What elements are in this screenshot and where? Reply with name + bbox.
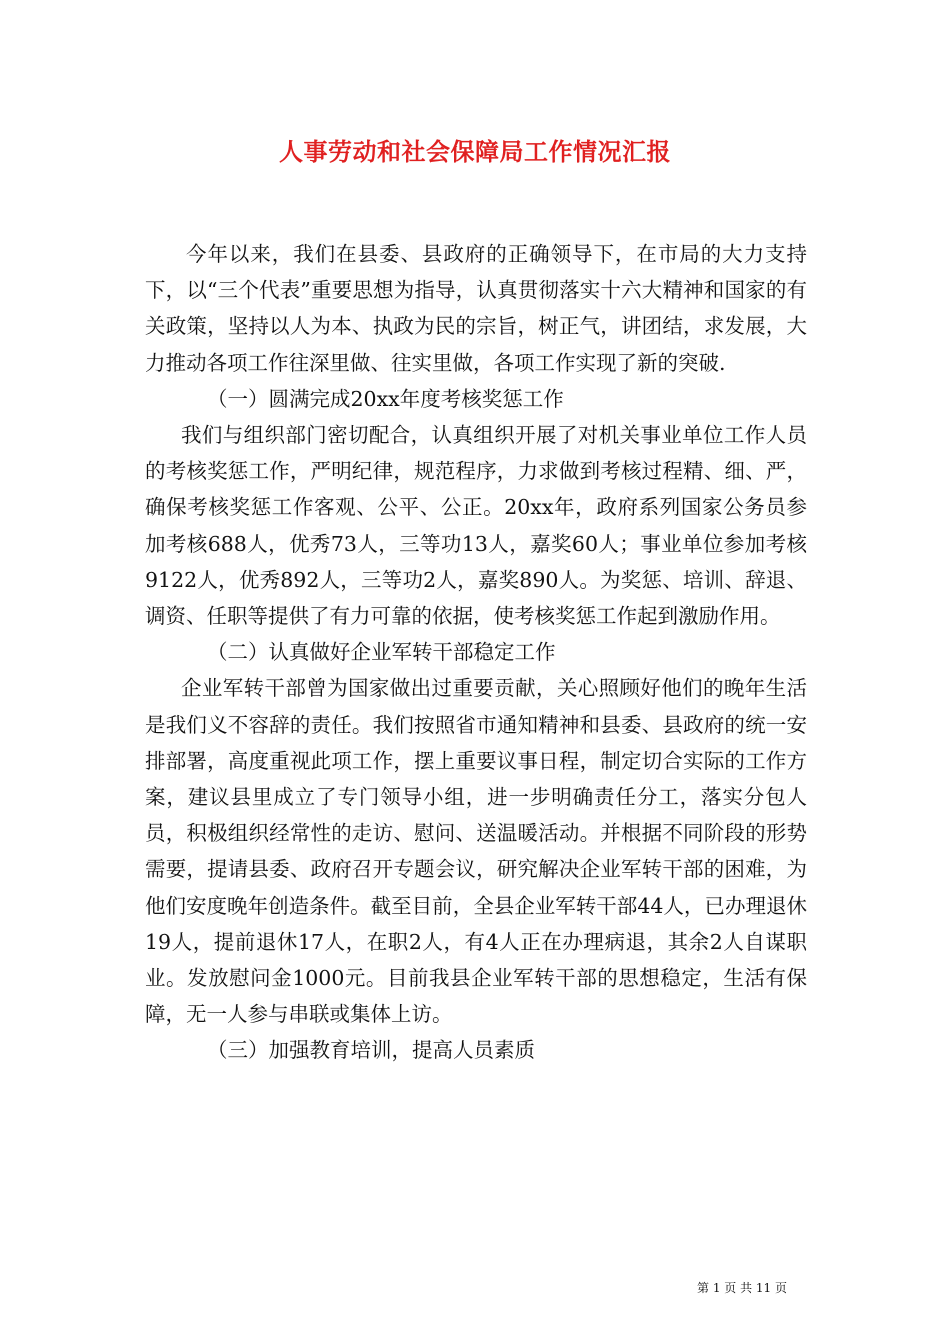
document-title: 人事劳动和社会保障局工作情况汇报 xyxy=(279,137,671,166)
document-body xyxy=(145,236,807,1069)
section-heading-1: （一）圆满完成20xx年度考核奖惩工作 xyxy=(207,386,564,411)
section-heading-2: （二）认真做好企业军转干部稳定工作 xyxy=(207,640,556,665)
section-paragraph-1: 我们与组织部门密切配合，认真组织开展了对机关事业单位工作人员的考核奖惩工作，严明纪律，规范程序，力求做到考核过程精、细、严，确保考核奖惩工作客观、公平、公正。20xx年，政府系列国家公务员参加考核688人，优秀73人，三等功13人，嘉奖60人；事业单位参加考核9122人，优秀892人，三等功2人，嘉奖890人。为奖惩、培训、辞退、调资、任职等提供了有力可靠的依据，使考核奖惩工作起到激励作用。 xyxy=(145,423,807,629)
intro-paragraph: 今年以来，我们在县委、县政府的正确领导下，在市局的大力支持下，以“三个代表”重要思想为指导，认真贯彻落实十六大精神和国家的有关政策，坚持以人为本、执政为民的宗旨，树正气，讲团结，求发展，大力推动各项工作往深里做、往实里做，各项工作实现了新的突破. xyxy=(145,242,807,375)
section-heading-3: （三）加强教育培训，提高人员素质 xyxy=(207,1038,535,1063)
page-number: 第 1 页 共 11 页 xyxy=(697,1281,787,1295)
section-paragraph-2: 企业军转干部曾为国家做出过重要贡献，关心照顾好他们的晚年生活是我们义不容辞的责任。我们按照省市通知精神和县委、县政府的统一安排部署，高度重视此项工作，摆上重要议事日程，制定切合实际的工作方案，建议县里成立了专门领导小组，进一步明确责任分工，落实分包人员，积极组织经常性的走访、慰问、送温暖活动。并根据不同阶段的形势需要，提请县委、政府召开专题会议，研究解决企业军转干部的困难，为他们安度晚年创造条件。截至目前，全县企业军转干部44人，已办理退休19人，提前退休17人，在职2人，有4人正在办理病退，其余2人自谋职业。发放慰问金1000元。目前我县企业军转干部的思想稳定，生活有保障，无一人参与串联或集体上访。 xyxy=(145,676,807,1027)
